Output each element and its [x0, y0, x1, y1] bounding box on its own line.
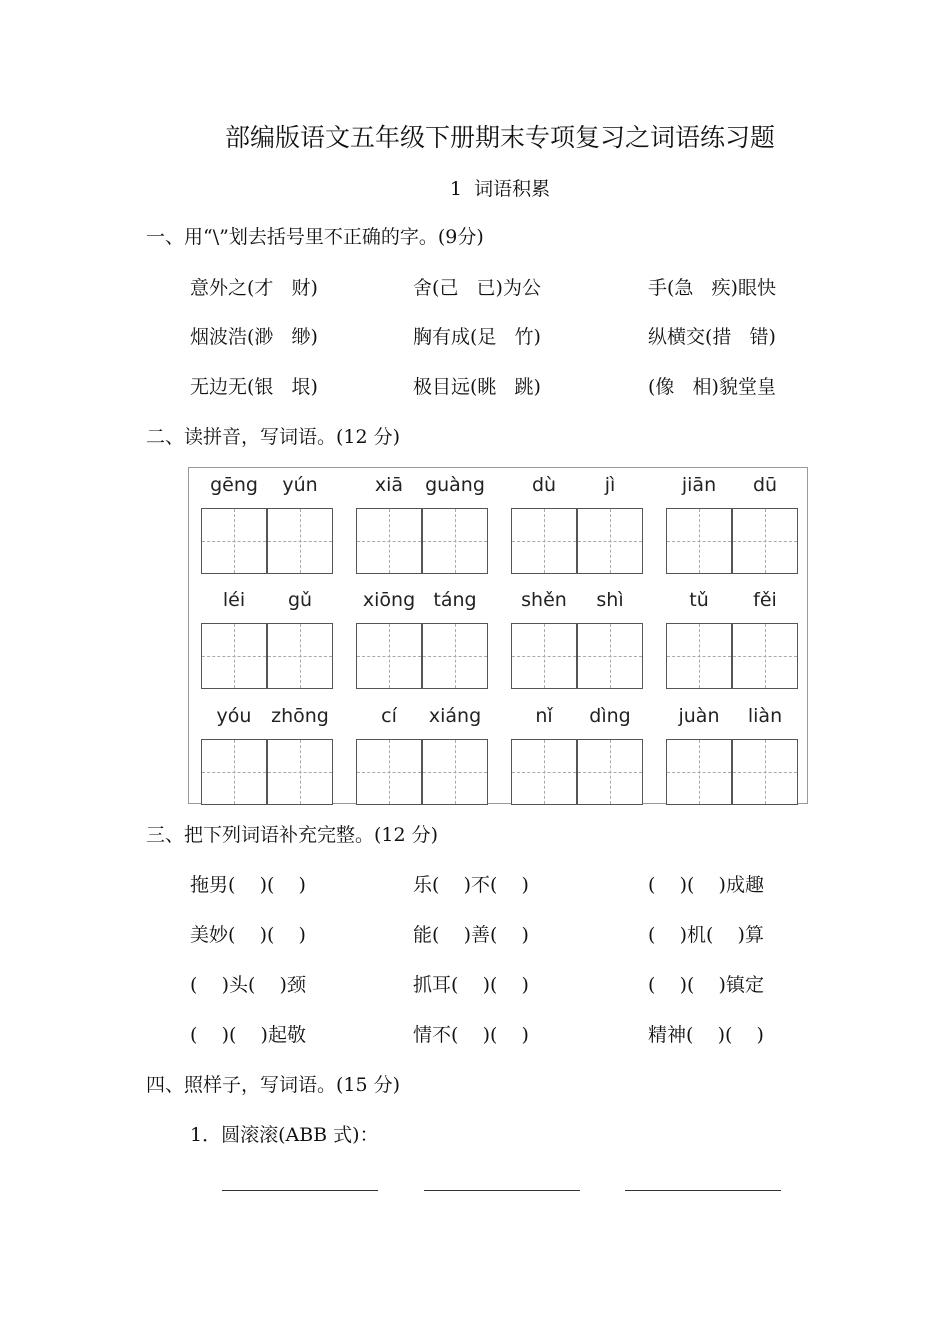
- section-3-heading: 三、把下列词语补充完整。(12 分): [146, 824, 439, 846]
- writing-box[interactable]: [577, 623, 643, 689]
- writing-box[interactable]: [267, 508, 333, 574]
- pinyin-label: zhōng: [271, 705, 329, 727]
- s1-item: 意外之(才 财): [190, 277, 318, 299]
- writing-box[interactable]: [201, 508, 267, 574]
- writing-box[interactable]: [267, 739, 333, 805]
- pinyin-label: dū: [752, 474, 778, 496]
- s3-item: 拖男( )( ): [190, 874, 306, 896]
- pinyin-label: jiān: [681, 474, 717, 496]
- s3-item: ( )头( )颈: [190, 974, 306, 996]
- section-4-item-1: 1．圆滚滚(ABB 式)：: [190, 1124, 379, 1146]
- s3-item: 抓耳( )( ): [413, 974, 529, 996]
- writing-box[interactable]: [511, 623, 577, 689]
- pinyin-label: xiáng: [428, 705, 482, 727]
- pinyin-label: liàn: [747, 705, 783, 727]
- pinyin-label: jì: [604, 474, 616, 496]
- section-1-heading: 一、用“\”划去括号里不正确的字。(9分): [146, 226, 484, 248]
- s3-item: 能( )善( ): [413, 924, 529, 946]
- writing-box[interactable]: [577, 739, 643, 805]
- pinyin-label: gēng: [210, 474, 258, 496]
- writing-box[interactable]: [201, 623, 267, 689]
- s3-item: ( )( )成趣: [648, 874, 764, 896]
- page-subtitle: 1 词语积累: [449, 178, 551, 200]
- writing-box[interactable]: [732, 508, 798, 574]
- writing-box[interactable]: [422, 739, 488, 805]
- pinyin-label: tǔ: [689, 589, 709, 611]
- s3-item: ( )机( )算: [648, 924, 764, 946]
- writing-box[interactable]: [356, 623, 422, 689]
- s1-item: 胸有成(足 竹): [413, 326, 541, 348]
- pinyin-label: yóu: [216, 705, 252, 727]
- writing-box[interactable]: [666, 739, 732, 805]
- writing-box[interactable]: [356, 508, 422, 574]
- pinyin-label: dìng: [589, 705, 631, 727]
- section-4-heading: 四、照样子，写词语。(15 分): [146, 1074, 401, 1096]
- writing-box[interactable]: [666, 623, 732, 689]
- s3-item: ( )( )起敬: [190, 1024, 306, 1046]
- s3-item: 情不( )( ): [413, 1024, 529, 1046]
- pinyin-label: xiā: [374, 474, 404, 496]
- s3-item: 美妙( )( ): [190, 924, 306, 946]
- pinyin-label: nǐ: [535, 705, 553, 727]
- writing-box[interactable]: [422, 508, 488, 574]
- pinyin-label: shì: [596, 589, 624, 611]
- s1-item: 手(急 疾)眼快: [648, 277, 776, 299]
- s1-item: (像 相)貌堂皇: [648, 376, 776, 398]
- pinyin-label: táng: [433, 589, 477, 611]
- page-title: 部编版语文五年级下册期末专项复习之词语练习题: [224, 123, 775, 152]
- section-2-heading: 二、读拼音，写词语。(12 分): [146, 426, 401, 448]
- pinyin-grid: [188, 467, 808, 804]
- writing-box[interactable]: [267, 623, 333, 689]
- pinyin-label: léi: [222, 589, 246, 611]
- writing-box[interactable]: [511, 508, 577, 574]
- pinyin-label: cí: [381, 705, 397, 727]
- s3-item: 乐( )不( ): [413, 874, 529, 896]
- pinyin-label: gǔ: [287, 589, 313, 611]
- pinyin-label: juàn: [678, 705, 720, 727]
- answer-line[interactable]: [222, 1190, 378, 1191]
- s1-item: 烟波浩(渺 缈): [190, 326, 318, 348]
- writing-box[interactable]: [577, 508, 643, 574]
- s3-item: ( )( )镇定: [648, 974, 764, 996]
- pinyin-label: xiōng: [362, 589, 416, 611]
- pinyin-label: dù: [531, 474, 557, 496]
- writing-box[interactable]: [511, 739, 577, 805]
- writing-box[interactable]: [666, 508, 732, 574]
- writing-box[interactable]: [356, 739, 422, 805]
- pinyin-label: shěn: [521, 589, 567, 611]
- s1-item: 无边无(银 垠): [190, 376, 318, 398]
- answer-line[interactable]: [625, 1190, 781, 1191]
- s1-item: 极目远(眺 跳): [413, 376, 541, 398]
- writing-box[interactable]: [201, 739, 267, 805]
- pinyin-label: guàng: [425, 474, 485, 496]
- writing-box[interactable]: [732, 623, 798, 689]
- pinyin-label: fěi: [753, 589, 777, 611]
- s3-item: 精神( )( ): [648, 1024, 764, 1046]
- writing-box[interactable]: [422, 623, 488, 689]
- s1-item: 舍(己 已)为公: [413, 277, 541, 299]
- writing-box[interactable]: [732, 739, 798, 805]
- answer-line[interactable]: [424, 1190, 580, 1191]
- pinyin-label: yún: [282, 474, 318, 496]
- s1-item: 纵横交(措 错): [648, 326, 776, 348]
